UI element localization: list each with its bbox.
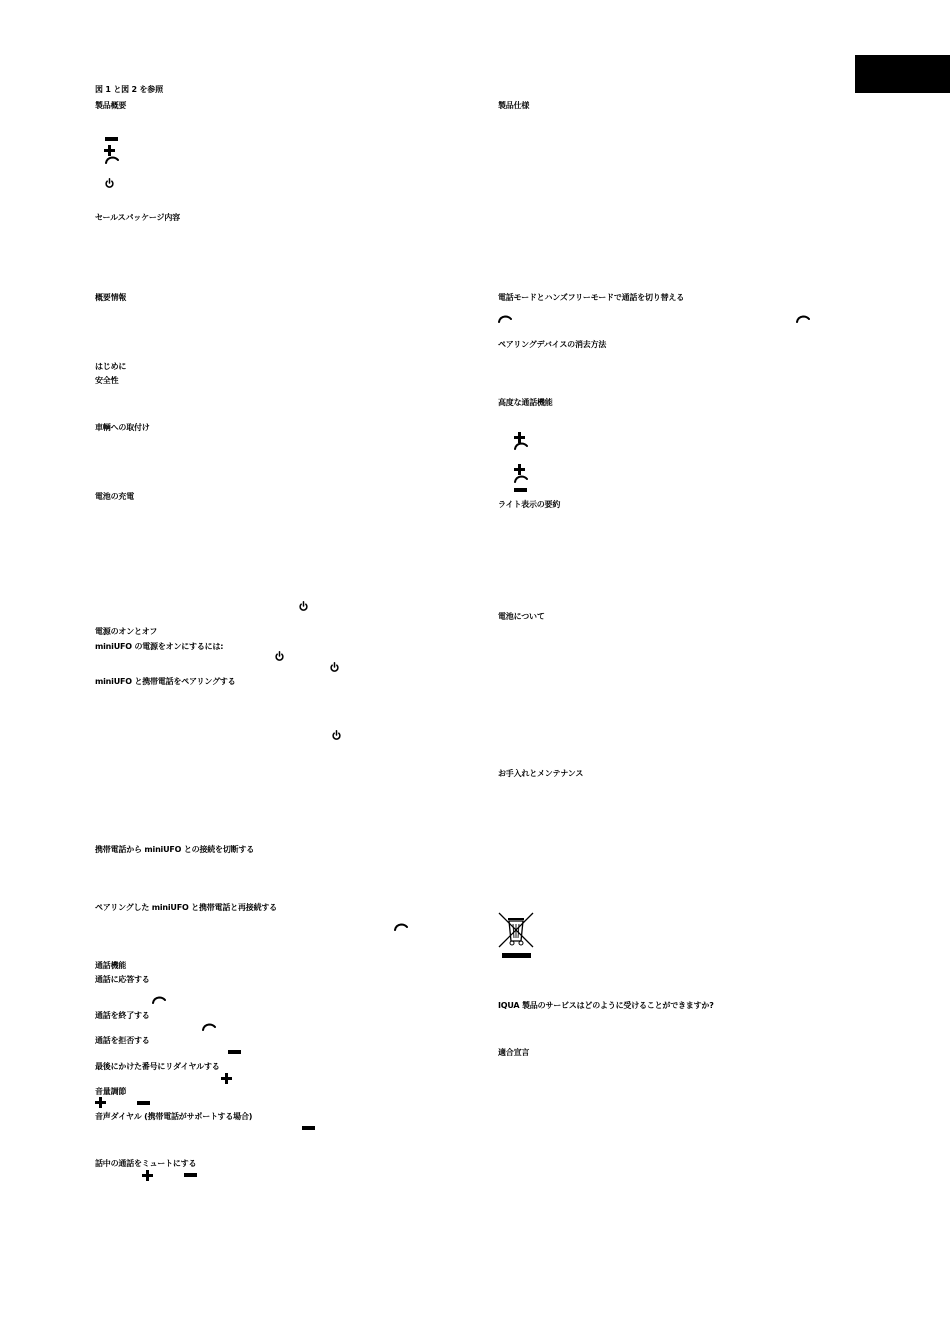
- power-icon: [105, 178, 114, 188]
- about-battery-heading: 電池について: [498, 612, 545, 621]
- phone-handset-icon: [498, 315, 512, 323]
- phone-handset-icon: [105, 156, 119, 164]
- see-figures-text: 図 1 と図 2 を参照: [95, 85, 163, 94]
- power-on-howto-text: miniUFO の電源をオンにするには:: [95, 642, 224, 651]
- answer-call-heading: 通話に応答する: [95, 975, 150, 984]
- light-summary-heading: ライト表示の要約: [498, 500, 561, 509]
- weee-bar: [502, 953, 531, 958]
- reconnect-heading: ペアリングした miniUFO と携帯電話と再接続する: [95, 903, 277, 912]
- phone-handset-icon: [514, 442, 528, 450]
- power-icon: [275, 651, 284, 661]
- phone-handset-icon: [202, 1023, 216, 1031]
- power-icon: [332, 730, 341, 740]
- phone-handset-icon: [514, 475, 528, 483]
- call-functions-heading: 通話機能: [95, 961, 127, 970]
- disconnect-heading: 携帯電話から miniUFO との接続を切断する: [95, 845, 255, 854]
- language-tab: [855, 55, 950, 93]
- minus-icon: [184, 1173, 197, 1177]
- plus-icon: [514, 464, 525, 475]
- product-overview-heading: 製品概要: [95, 101, 127, 110]
- phone-handset-icon: [394, 923, 408, 931]
- plus-icon: [142, 1170, 153, 1181]
- delete-pairing-heading: ペアリングデバイスの消去方法: [498, 340, 607, 349]
- redial-heading: 最後にかけた番号にリダイヤルする: [95, 1062, 220, 1071]
- power-icon: [330, 662, 339, 672]
- battery-charging-heading: 電池の充電: [95, 492, 134, 501]
- sales-package-heading: セールスパッケージ内容: [95, 213, 180, 222]
- service-heading: IQUA 製品のサービスはどのように受けることができますか?: [498, 1001, 714, 1010]
- specifications-heading: 製品仕様: [498, 101, 530, 110]
- minus-icon: [137, 1101, 150, 1105]
- phone-handset-icon: [152, 996, 166, 1004]
- end-call-heading: 通話を終了する: [95, 1011, 150, 1020]
- power-on-off-heading: 電源のオンとオフ: [95, 627, 158, 636]
- minus-icon: [302, 1126, 315, 1130]
- minus-icon: [105, 137, 118, 141]
- introduction-heading: はじめに: [95, 362, 127, 371]
- advanced-call-heading: 高度な通話機能: [498, 398, 553, 407]
- power-icon: [299, 601, 308, 611]
- crossed-out-wheelie-bin-icon: [497, 911, 535, 949]
- minus-icon: [228, 1050, 241, 1054]
- phone-handset-icon: [796, 315, 810, 323]
- plus-icon: [221, 1073, 232, 1084]
- minus-icon: [514, 488, 527, 492]
- plus-icon: [95, 1097, 106, 1108]
- conformity-heading: 適合宣言: [498, 1048, 530, 1057]
- volume-heading: 音量調節: [95, 1087, 127, 1096]
- mute-heading: 話中の通話をミュートにする: [95, 1159, 197, 1168]
- overview-info-heading: 概要情報: [95, 293, 127, 302]
- vehicle-install-heading: 車輌への取付け: [95, 423, 150, 432]
- plus-icon: [104, 145, 115, 156]
- switch-mode-heading: 電話モードとハンズフリーモードで通話を切り替える: [498, 293, 684, 302]
- safety-heading: 安全性: [95, 376, 119, 385]
- reject-call-heading: 通話を拒否する: [95, 1036, 150, 1045]
- care-heading: お手入れとメンテナンス: [498, 769, 584, 778]
- voice-dial-heading: 音声ダイヤル (携帯電話がサポートする場合): [95, 1112, 253, 1121]
- pairing-heading: miniUFO と携帯電話をペアリングする: [95, 677, 236, 686]
